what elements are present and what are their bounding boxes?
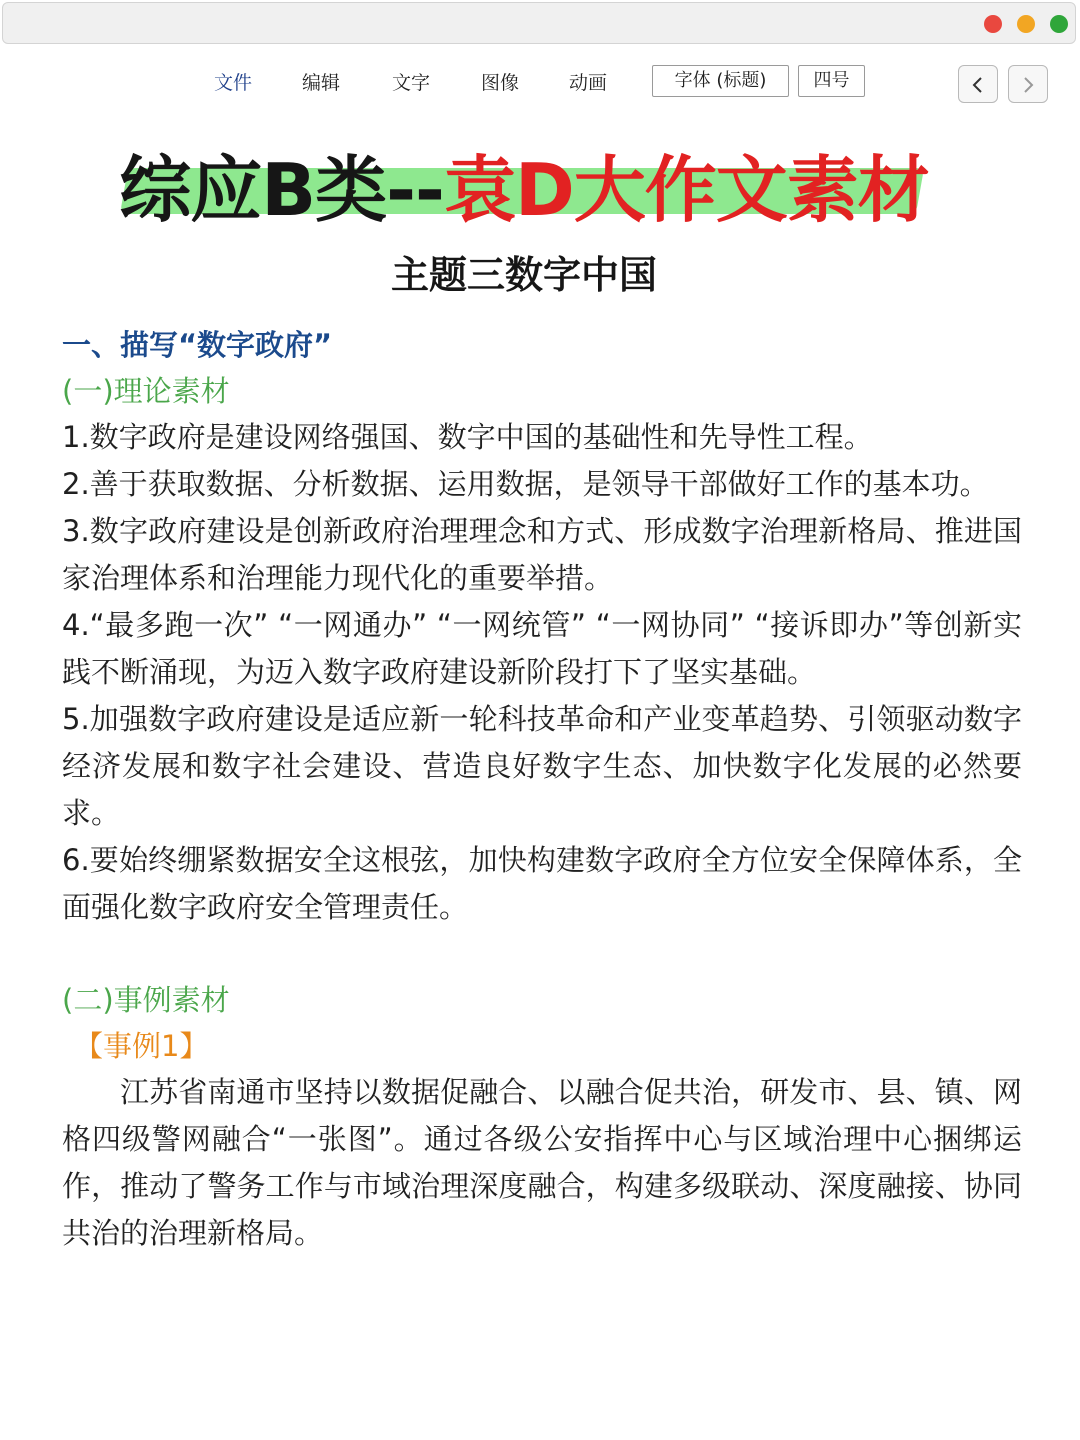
document-title: [0, 132, 1048, 236]
minimize-window-button[interactable]: [1017, 15, 1035, 33]
font-style-dropdown[interactable]: 字体 (标题): [652, 65, 789, 97]
document-body: [62, 322, 1022, 1257]
theory-item: 6.要始终绷紧数据安全这根弦，加快构建数字政府全方位安全保障体系，全面强化数字政府安全管理责任。: [62, 843, 1022, 924]
chevron-right-icon: [1021, 76, 1035, 94]
back-button[interactable]: [958, 65, 998, 103]
theory-item: 5.加强数字政府建设是适应新一轮科技革命和产业变革趋势、引领驱动数字经济发展和数字社会建设、营造良好数字生态、加快数字化发展的必然要求。: [62, 702, 1022, 830]
cases-heading: (二)事例素材: [62, 983, 230, 1017]
window-titlebar: [2, 2, 1076, 44]
maximize-window-button[interactable]: [1050, 15, 1068, 33]
document-subtitle: 主题三数字中国: [390, 253, 657, 297]
theory-heading: (一)理论素材: [62, 374, 230, 408]
menu-edit[interactable]: 编辑: [302, 72, 341, 94]
forward-button[interactable]: [1008, 65, 1048, 103]
chevron-left-icon: [971, 76, 985, 94]
case-text: 江苏省南通市坚持以数据促融合、以融合促共治，研发市、县、镇、网格四级警网融合“一张图”。通过各级公安指挥中心与区域治理中心捆绑运作，推动了警务工作与市域治理深度融合，构建多级联动、深度融接、协同共治的治理新格局。: [62, 1075, 1022, 1250]
menu-image[interactable]: 图像: [481, 72, 520, 94]
theory-item: 1.数字政府是建设网络强国、数字中国的基础性和先导性工程。: [62, 420, 873, 454]
case-label: 【事例1】: [74, 1029, 209, 1063]
menu-file[interactable]: 文件: [214, 72, 253, 94]
close-window-button[interactable]: [984, 15, 1002, 33]
section-heading: 一、描写“数字政府”: [62, 328, 333, 362]
theory-item: 3.数字政府建设是创新政府治理理念和方式、形成数字治理新格局、推进国家治理体系和治理能力现代化的重要举措。: [62, 514, 1022, 595]
title-part-red: 袁D大作文素材: [443, 148, 929, 232]
theory-item: 2.善于获取数据、分析数据、运用数据，是领导干部做好工作的基本功。: [62, 467, 989, 501]
spacer: [62, 931, 1022, 977]
title-part-black: 综应B类--: [119, 148, 444, 232]
menu-bar: [0, 60, 1080, 104]
menu-animation[interactable]: 动画: [569, 72, 608, 94]
font-size-dropdown[interactable]: 四号: [798, 65, 865, 97]
menu-text[interactable]: 文字: [392, 72, 431, 94]
theory-item: 4.“最多跑一次” “一网通办” “一网统管” “一网协同” “接诉即办”等创新实践不断涌现，为迈入数字政府建设新阶段打下了坚实基础。: [62, 608, 1022, 689]
